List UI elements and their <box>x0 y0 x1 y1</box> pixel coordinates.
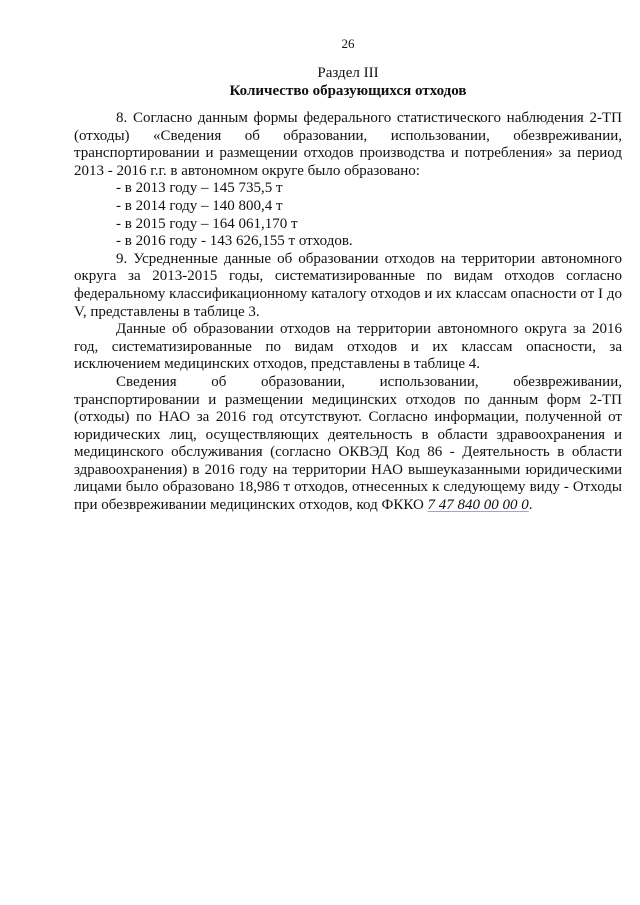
section-title: Количество образующихся отходов <box>229 83 467 99</box>
paragraph-9: 9. Усредненные данные об образовании отходов на территории автономного округа за 2013-2015 годы, систематизированные по видам отходов согласно федеральному классификационному каталогу отходов и их классам опасности от I до V, представлены в таблице 3. <box>74 250 622 320</box>
fkko-code-link[interactable]: 7 47 840 00 00 0 <box>427 497 529 514</box>
list-item-2013: - в 2013 году – 145 735,5 т <box>116 180 283 197</box>
page-number: 26 <box>341 36 355 51</box>
section-label: Раздел III <box>317 65 379 81</box>
list-item-2016: - в 2016 году - 143 626,155 т отходов. <box>116 233 353 250</box>
paragraph-medical-text: Сведения об образовании, использовании, обезвреживании, транспортировании и размещении медицинских отходов по данным форм 2-ТП (отходы) по НАО за 2016 год отсутствуют. Согласно информации, полученной от юридических лиц, осуществляющих деятельность в области здравоохранения и медицинского обслуживания (согласно ОКВЭД Код 86 - Деятельность в области здравоохранения) в 2016 году на территории НАО вышеуказанными юридическими лицами было образовано 18,986 т отходов, отнесенных к следующему виду - Отходы при обезвреживании медицинских отходов, код ФККО <box>74 373 622 514</box>
paragraph-medical-end: . <box>528 497 533 514</box>
paragraph-2016-data: Данные об образовании отходов на территории автономного округа за 2016 год, систематизированные по видам отходов и их классам опасности, за исключением медицинских отходов, представлены в таблице 4. <box>74 321 622 373</box>
list-item-2015: - в 2015 году – 164 061,170 т <box>116 215 298 232</box>
paragraph-8: 8. Согласно данным формы федерального статистического наблюдения 2-ТП (отходы) «Сведения об образовании, использовании, обезвреживании, транспортировании и размещении отходов производства и потребления» за период 2013 - 2016 г.г. в автономном округе было образовано: <box>74 110 622 179</box>
document-page <box>74 36 622 515</box>
paragraph-medical-waste <box>74 374 622 515</box>
list-item-2014: - в 2014 году – 140 800,4 т <box>116 197 283 214</box>
